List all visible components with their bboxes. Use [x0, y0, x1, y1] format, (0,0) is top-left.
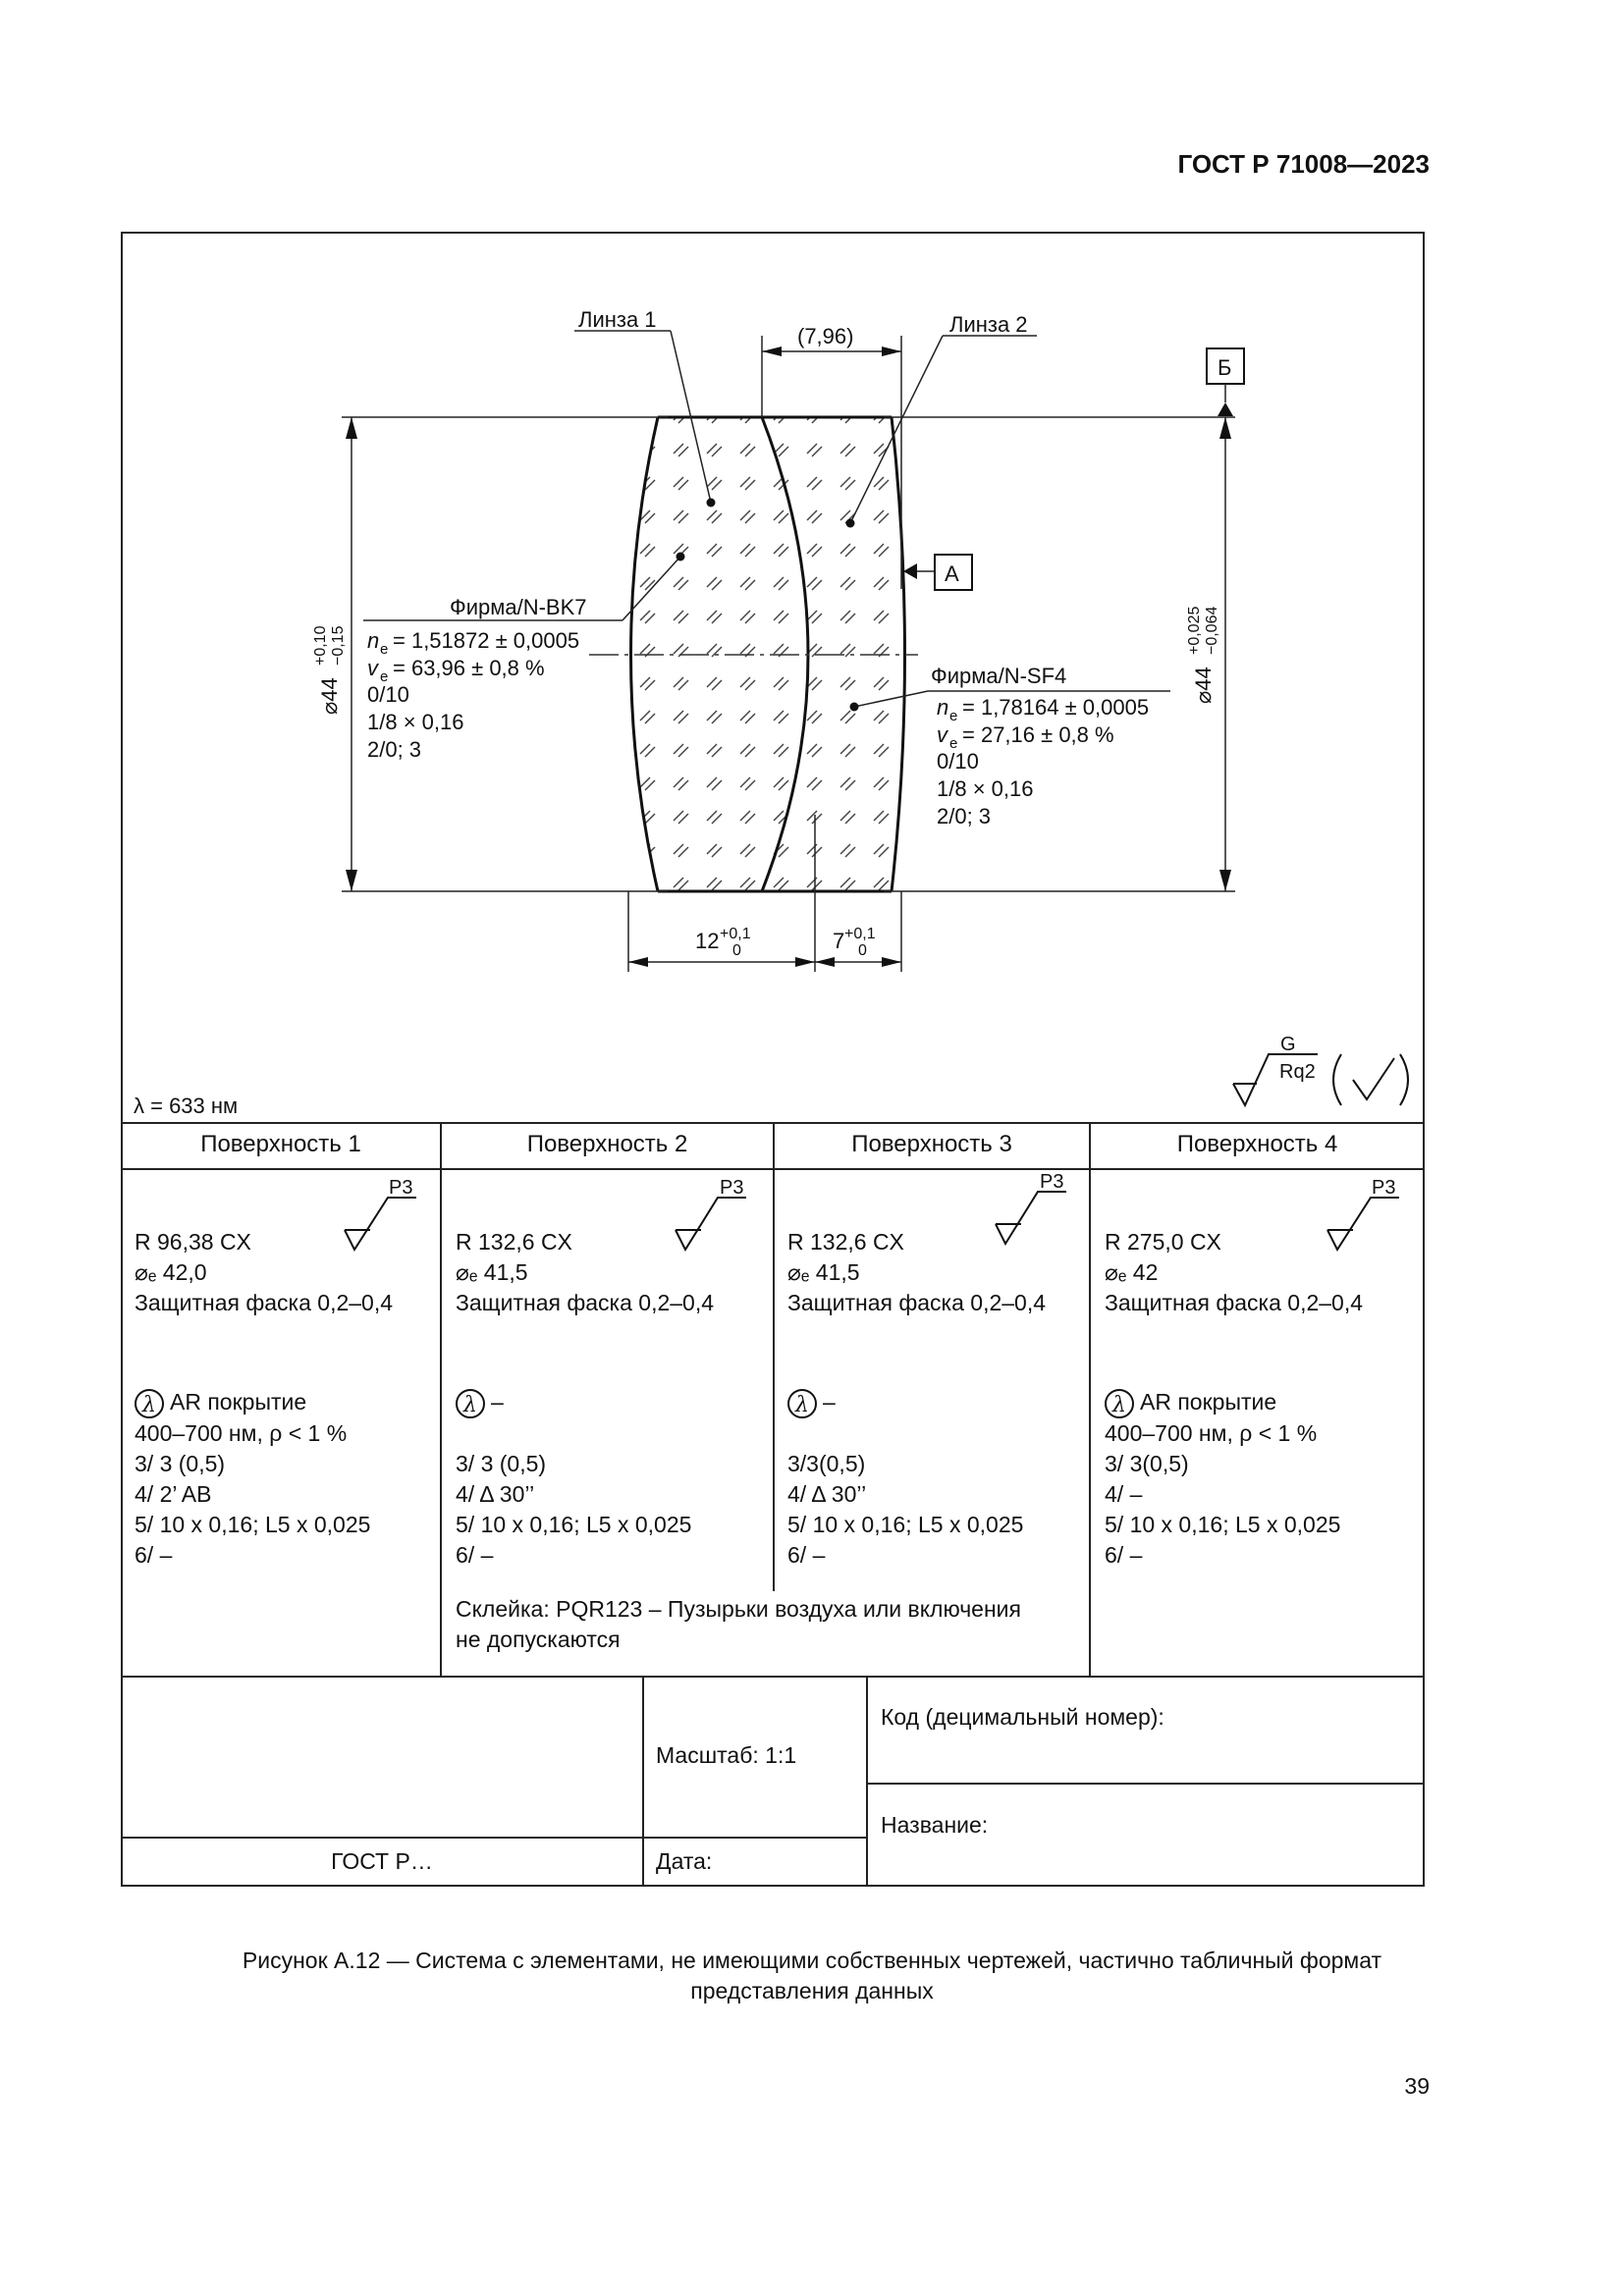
lambda-icon: λ: [787, 1389, 817, 1418]
svg-text:1/8 × 0,16: 1/8 × 0,16: [367, 710, 464, 734]
name-field: Название:: [881, 1812, 989, 1838]
thickness1-upper: +0,1: [720, 926, 751, 942]
thickness2-lower: 0: [858, 942, 867, 959]
svg-text:2/0; 3: 2/0; 3: [367, 737, 422, 762]
left-diameter-upper: +0,10: [312, 625, 329, 666]
surface4-cell: R 275,0 CX ⌀ₑ 42 Защитная фаска 0,2–0,4: [1105, 1229, 1364, 1315]
svg-text:P3: P3: [389, 1177, 413, 1199]
header-surface-4: Поверхность 4: [1176, 1131, 1338, 1157]
svg-text:G: G: [1280, 1034, 1296, 1055]
svg-text:2/0; 3: 2/0; 3: [937, 804, 992, 828]
svg-text:e: e: [380, 668, 389, 685]
lens2-label: Линза 2: [949, 312, 1028, 337]
svg-text:0/10: 0/10: [937, 749, 979, 774]
datum-a: А: [945, 561, 959, 586]
scale-field: Масштаб: 1:1: [656, 1742, 797, 1768]
right-diameter-upper: +0,025: [1186, 606, 1203, 655]
svg-text:e: e: [949, 708, 958, 724]
datum-b: Б: [1218, 355, 1232, 380]
header-surface-2: Поверхность 2: [526, 1131, 688, 1157]
svg-text:n: n: [367, 628, 380, 653]
svg-text:v: v: [937, 722, 947, 747]
lens1-label: Линза 1: [578, 307, 657, 332]
surface1-cell: R 96,38 CX ⌀ₑ 42,0 Защитная фаска 0,2–0,4: [135, 1229, 394, 1315]
date-field: Дата:: [656, 1848, 713, 1874]
general-roughness-symbol: [1233, 1034, 1408, 1105]
material2-name: Фирма/N-SF4: [931, 664, 1067, 688]
header-surface-3: Поверхность 3: [851, 1131, 1012, 1157]
svg-text:1/8 × 0,16: 1/8 × 0,16: [937, 776, 1034, 801]
lambda-icon: λ: [1105, 1389, 1134, 1418]
surface2-coating: λ – 3/ 3 (0,5) 4/ Δ 30’’ 5/ 10 x 0,16; L5 x 0,025 6/ –: [456, 1389, 692, 1568]
surface3-cell: R 132,6 CX ⌀ₑ 41,5 Защитная фаска 0,2–0,4: [787, 1229, 1047, 1315]
surface4-coating: λ AR покрытие 400–700 нм, ρ < 1 % 3/ 3(0,5) 4/ – 5/ 10 x 0,16; L5 x 0,025 6/ –: [1105, 1389, 1341, 1568]
left-diameter-lower: −0,15: [330, 625, 347, 666]
document-header: ГОСТ Р 71008—2023: [1177, 149, 1430, 179]
svg-text:Rq2: Rq2: [1279, 1061, 1316, 1083]
svg-text:P3: P3: [720, 1177, 744, 1199]
wavelength-note: λ = 633 нм: [134, 1094, 239, 1118]
thickness1-lower: 0: [732, 942, 741, 959]
cement-note: Склейка: PQR123 – Пузырьки воздуха или включения не допускаются: [456, 1596, 1021, 1652]
spacing-dim: (7,96): [797, 324, 854, 348]
code-field: Код (децимальный номер):: [881, 1704, 1164, 1730]
thickness1-base: 12: [695, 929, 720, 953]
gost-field: ГОСТ Р…: [331, 1848, 433, 1874]
left-diameter-base: ⌀44: [317, 677, 342, 715]
material1-n: = 1,51872 ± 0,0005: [393, 628, 580, 653]
header-surface-1: Поверхность 1: [200, 1131, 361, 1157]
material2-n: = 1,78164 ± 0,0005: [962, 695, 1150, 720]
material1-v: = 63,96 ± 0,8 %: [393, 656, 545, 680]
svg-text:e: e: [949, 735, 958, 752]
svg-text:P3: P3: [1372, 1177, 1396, 1199]
surface3-coating: λ – 3/3(0,5) 4/ Δ 30’’ 5/ 10 x 0,16; L5 x 0,025 6/ –: [787, 1389, 1024, 1568]
svg-text:e: e: [380, 641, 389, 658]
material2-v: = 27,16 ± 0,8 %: [962, 722, 1114, 747]
svg-text:n: n: [937, 695, 949, 720]
right-diameter-lower: −0,064: [1204, 606, 1220, 655]
figure-caption: Рисунок А.12 — Система с элементами, не имеющими собственных чертежей, частично табличный формат представления данных: [242, 1948, 1382, 2003]
svg-text:v: v: [367, 656, 378, 680]
right-diameter-base: ⌀44: [1191, 667, 1216, 704]
material1-name: Фирма/N-BK7: [450, 595, 587, 619]
surface1-coating: λ AR покрытие 400–700 нм, ρ < 1 % 3/ 3 (0,5) 4/ 2’ AB 5/ 10 x 0,16; L5 x 0,025 6/ –: [135, 1389, 371, 1568]
page-number: 39: [1404, 2073, 1430, 2099]
svg-text:0/10: 0/10: [367, 682, 409, 707]
surface2-cell: R 132,6 CX ⌀ₑ 41,5 Защитная фаска 0,2–0,4: [456, 1229, 715, 1315]
lambda-icon: λ: [456, 1389, 485, 1418]
thickness2-upper: +0,1: [844, 926, 876, 942]
lambda-icon: λ: [135, 1389, 164, 1418]
svg-text:P3: P3: [1040, 1171, 1064, 1193]
thickness2-base: 7: [833, 929, 845, 953]
